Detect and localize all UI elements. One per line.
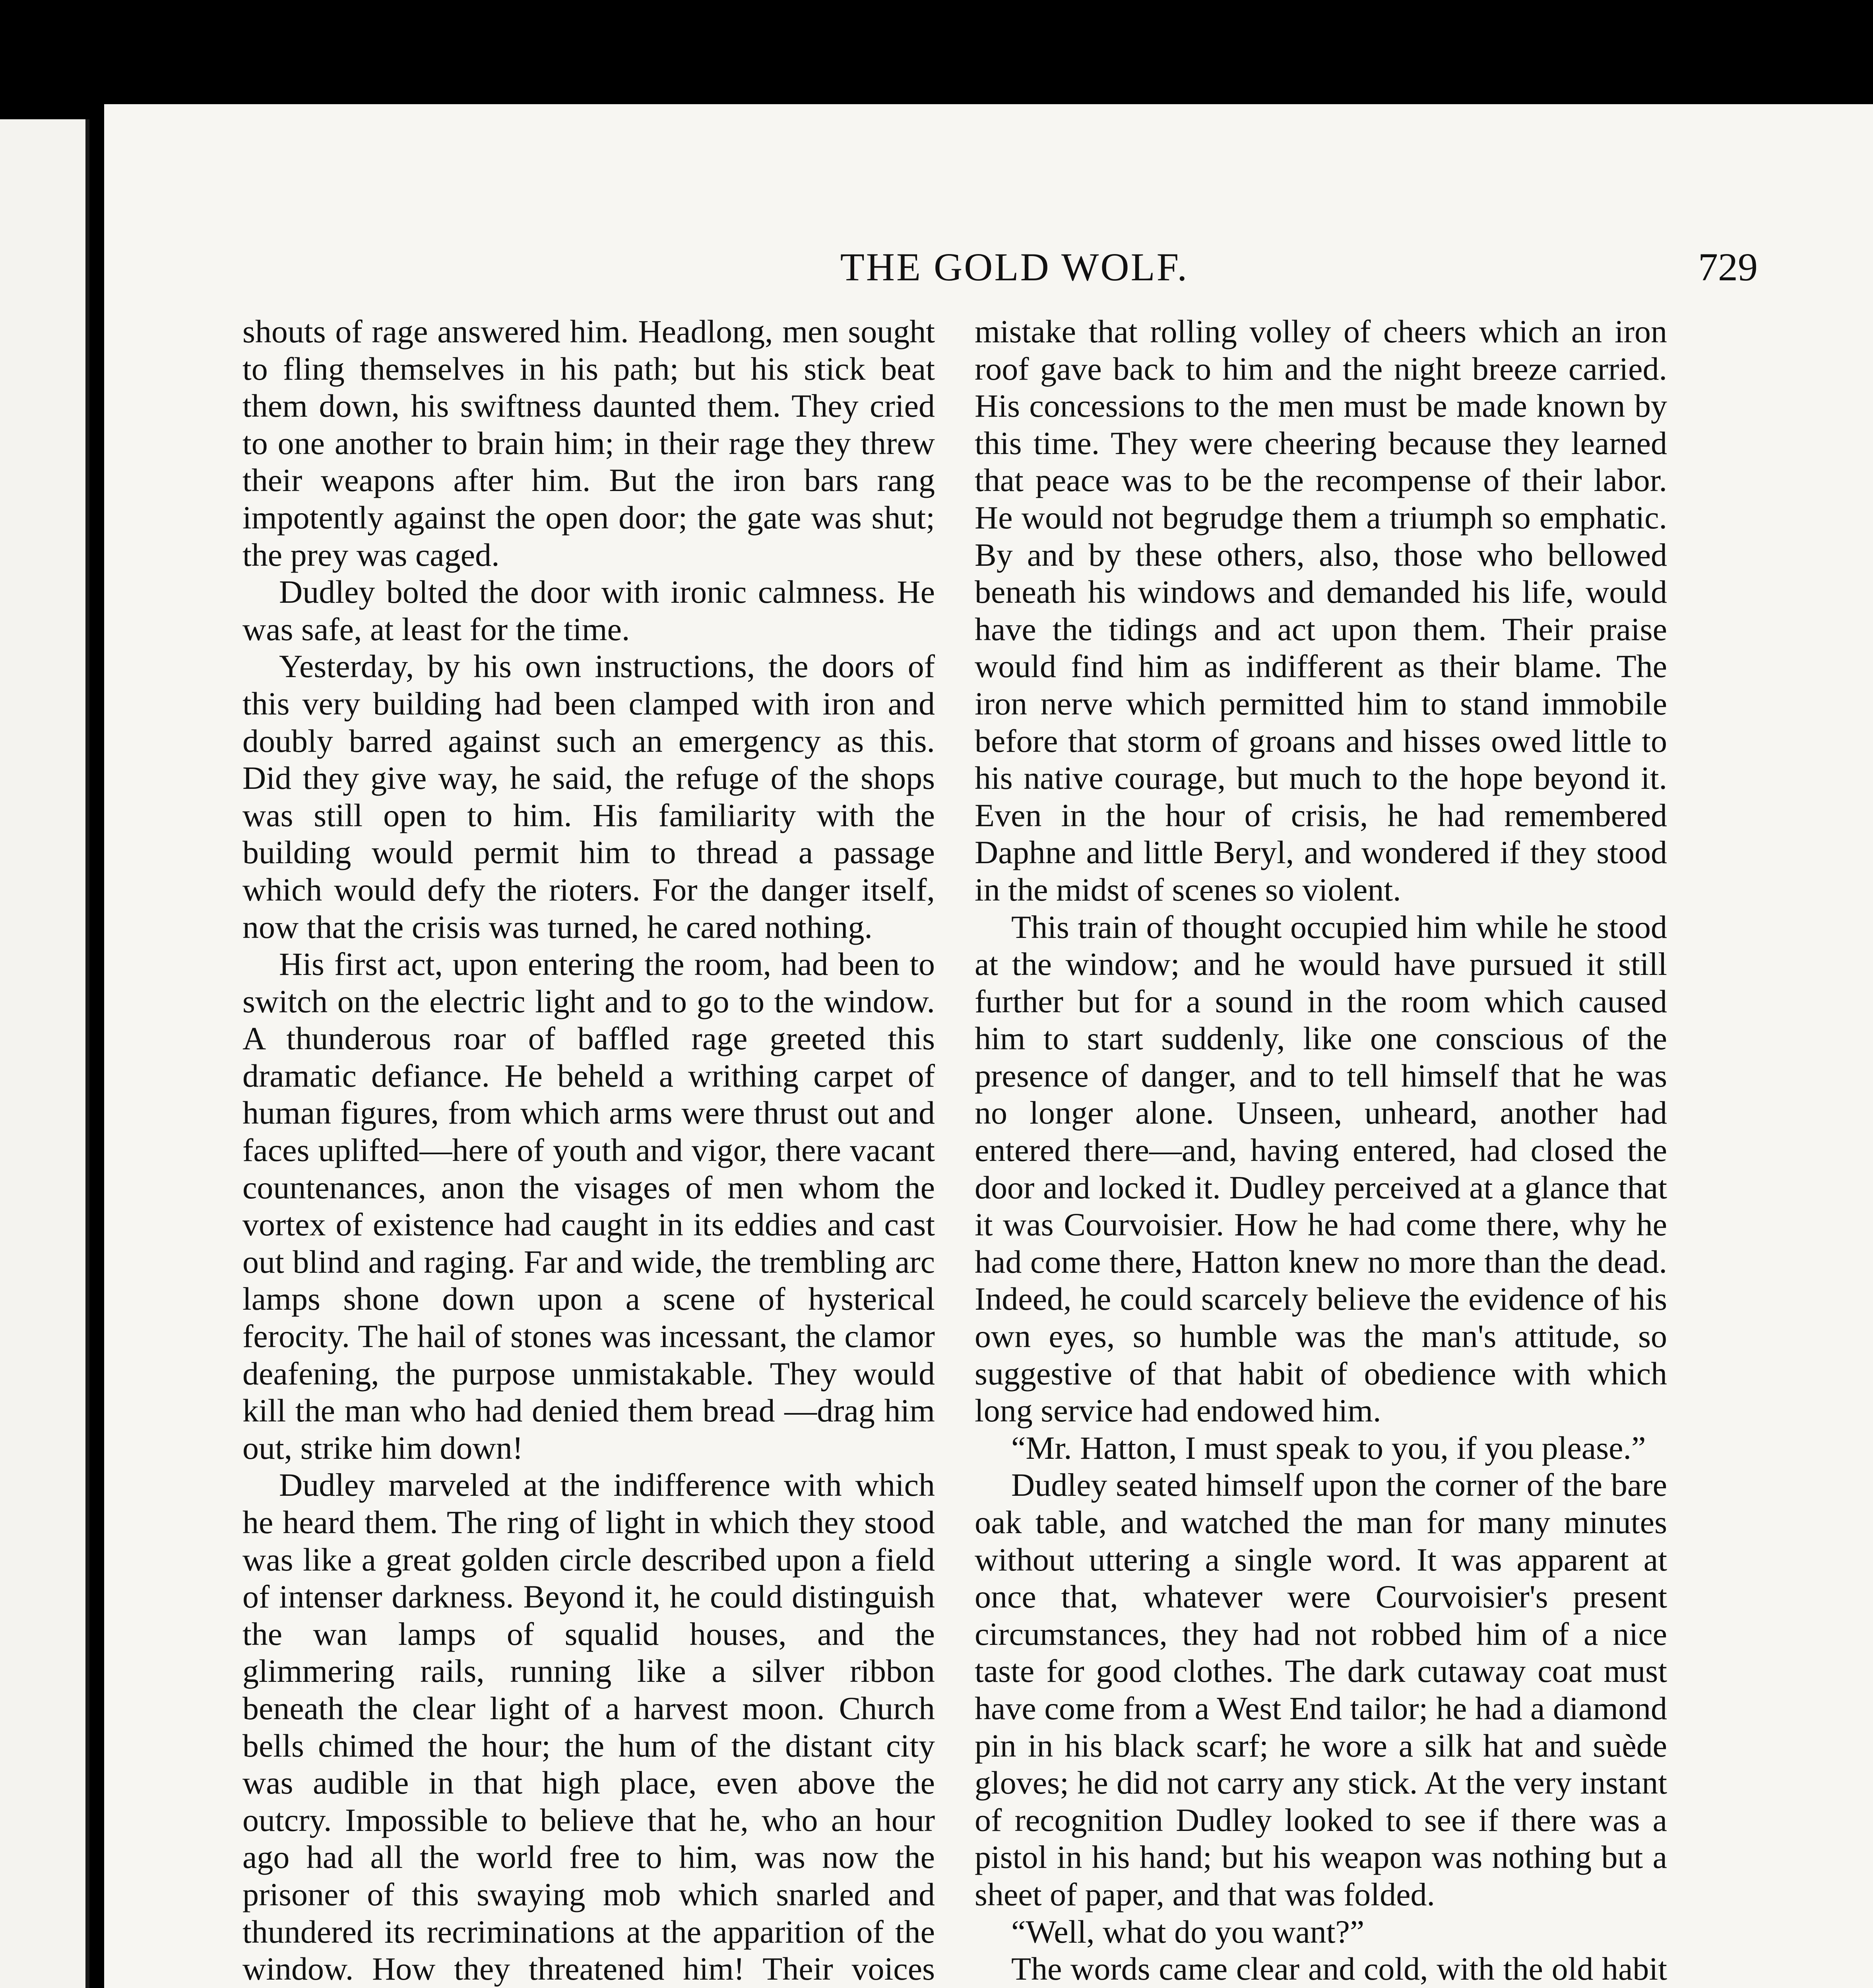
paragraph: “Well, what do you want?”: [1011, 1913, 1365, 1950]
paragraph: Dudley marveled at the indifference with which he heard them. The ring of light in which they stood was like a great golden circle described upon a field of intenser darkness. Beyond it, he could distinguish the wan lamps of squalid houses, and the glimmering rails, running like a silver ribbon beneath the clear light of a harvest moon. Church bells chimed the hour; the hum of the distant city was audible in that high place, even above the outcry. Impossible to believe that he, who an hour ago had all the world free to him, was now the prisoner of this swaying mob which snarled and thundered its recriminations at the apparition of the window. How they threatened him! Their voices: [242, 1467, 935, 1987]
paragraph: His first act, upon entering the room, had been to switch on the electric light and to go to the window. A thunderous roar of baffled rage greeted this dramatic defiance. He beheld a writhing carpet of human figures, from which arms were thrust out and faces uplifted—here of youth and vigor, there vacant countenances, anon the visages of men whom the vortex of existence had caught in its eddies and cast out blind and raging. Far and wide, the trembling arc lamps shone down upon a scene of hysterical ferocity. The hail of stones was incessant, the clamor deafening, the purpose unmistakable. They would kill the man who had denied them bread —drag him out, strike him down!: [242, 946, 935, 1466]
paragraph: Dudley seated himself upon the corner of the bare oak table, and watched the man for many minutes without uttering a single word. It was apparent at once that, whatever were Courvoisier's present circumstances, they had not robbed him of a nice taste for good clothes. The dark cutaway coat must have come from a West End tailor; he had a diamond pin in his black scarf; he wore a silk hat and suède gloves; he did not carry any stick. At the very instant of recognition Dudley looked to see if there was a pistol in his hand; but his weapon was nothing but a sheet of paper, and that was folded.: [975, 1467, 1667, 1912]
right-text-column: [975, 313, 1667, 1988]
book-page: [104, 104, 1873, 1988]
paragraph: mistake that rolling volley of cheers which an iron roof gave back to him and the night breeze carried. His concessions to the men must be made known by this time. They were cheering because they learned that peace was to be the recompense of their labor. He would not begrudge them a triumph so emphatic. By and by these others, also, those who bellowed beneath his windows and demanded his life, would have the tidings and act upon them. Their praise would find him as indifferent as their blame. The iron nerve which permitted him to stand immobile before that storm of groans and hisses owed little to his native courage, but much to the hope beyond it. Even in the hour of crisis, he had remembered Daphne and little Beryl, and wondered if they stood in the midst of scenes so violent.: [975, 313, 1667, 908]
paragraph: Dudley bolted the door with ironic calmness. He was safe, at least for the time.: [242, 574, 935, 647]
left-text-column: [242, 313, 935, 1988]
adjacent-page-edge: [0, 119, 89, 1988]
page-number: 729: [1698, 245, 1758, 289]
paragraph: The words came clear and cold, with the old habit: [1011, 1951, 1667, 1987]
paragraph: Yesterday, by his own instructions, the doors of this very building had been clamped with iron and doubly barred against such an emergency as this. Did they give way, he said, the refuge of the shops was still open to him. His familiarity with the building would permit him to thread a passage which would defy the rioters. For the danger itself, now that the crisis was turned, he cared nothing.: [242, 648, 935, 945]
paragraph: shouts of rage answered him. Headlong, men sought to fling themselves in his path; but his stick beat them down, his swiftness daunted them. They cried to one another to brain him; in their rage they threw their weapons after him. But the iron bars rang impotently against the open door; the gate was shut; the prey was caged.: [242, 313, 935, 573]
paragraph: This train of thought occupied him while he stood at the window; and he would have pursued it still further but for a sound in the room which caused him to start suddenly, like one conscious of the presence of danger, and to tell himself that he was no longer alone. Unseen, unheard, another had entered there—and, having entered, had closed the door and locked it. Dudley perceived at a glance that it was Courvoisier. How he had come there, why he had come there, Hatton knew no more than the dead. Indeed, he could scarcely believe the evidence of his own eyes, so humble was the man's attitude, so suggestive of that habit of obedience with which long service had endowed him.: [975, 909, 1667, 1429]
running-title: THE GOLD WOLF.: [840, 245, 1189, 289]
paragraph: “Mr. Hatton, I must speak to you, if you please.”: [1011, 1429, 1646, 1466]
running-header: [104, 235, 1873, 299]
